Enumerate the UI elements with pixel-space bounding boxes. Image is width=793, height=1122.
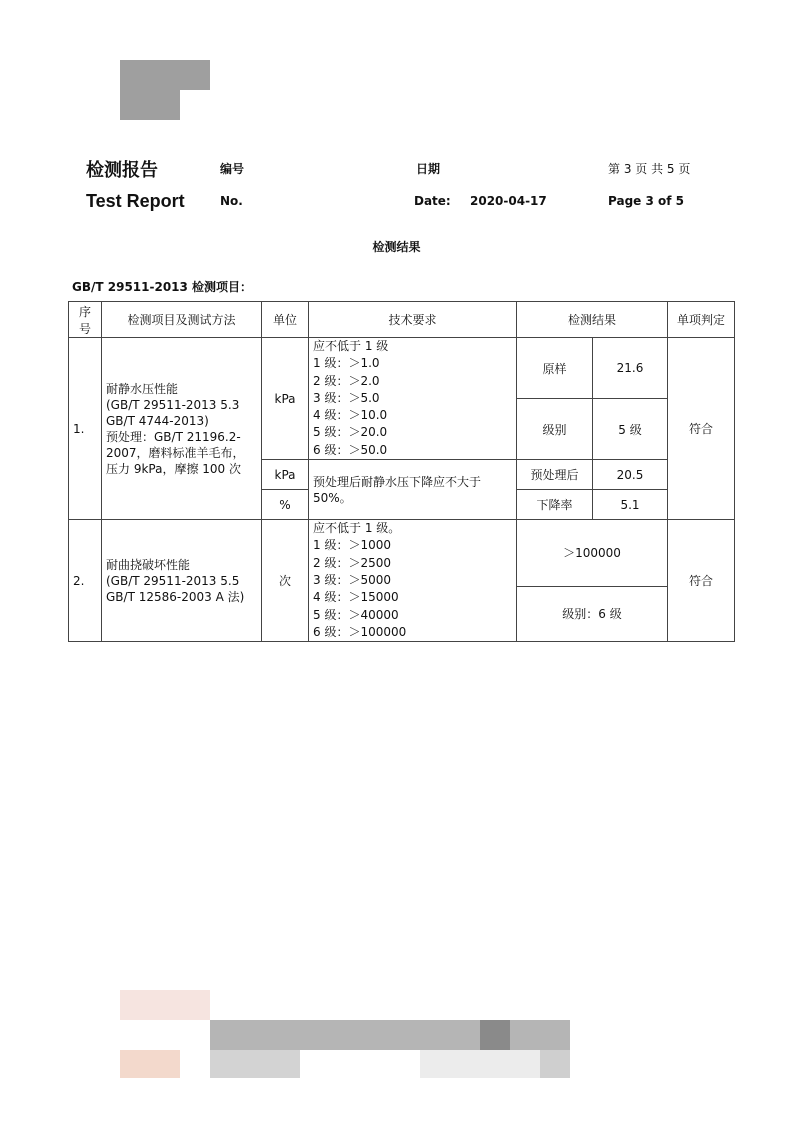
row1-judgement: 符合 [668,338,735,520]
row1-seq: 1. [69,338,102,520]
req-line: 1 级：＞1000 [313,538,391,553]
table-row [69,338,735,399]
row1-unit-pre: kPa [262,460,309,490]
header-seq-line: 序 [78,304,91,319]
row1-original-label: 原样 [517,338,593,399]
redacted-footer [480,1020,510,1050]
table-row [69,520,735,587]
req-line: 6 级：＞50.0 [313,442,388,457]
table-header-row [69,302,735,338]
header-result: 检测结果 [517,302,668,338]
item-line: 耐静水压性能 [106,381,179,396]
section-title: 检测结果 [372,240,421,254]
item-line: GB/T 4744-2013) [106,413,209,428]
req-line: 3 级：＞5.0 [313,390,380,405]
header-seq [69,302,102,338]
row1-pre-value: 20.5 [593,460,668,490]
header-judgement: 单项判定 [668,302,735,338]
header-unit: 单位 [262,302,309,338]
row2-seq: 2. [69,520,102,642]
req-line: 应不低于 1 级 [313,339,389,353]
req-line: 4 级：＞15000 [313,590,399,605]
item-line: GB/T 12586-2003 A 法) [106,589,245,604]
row1-requirement [309,338,517,460]
req-line: 1 级：＞1.0 [313,356,380,371]
page-indicator-cn: 第 3 页 共 5 页 [608,162,691,176]
row2-judgement: 符合 [668,520,735,642]
row2-item [102,520,262,642]
standard-title: GB/T 29511-2013 检测项目： [72,280,253,294]
req-line: 3 级：＞5000 [313,572,391,587]
item-line: (GB/T 29511-2013 5.3 [106,397,240,412]
header-item: 检测项目及测试方法 [102,302,262,338]
item-line: (GB/T 29511-2013 5.5 [106,573,240,588]
req-line: 2 级：＞2500 [313,555,391,570]
item-line: 2007，磨料标准羊毛布， [106,445,245,460]
date-value: 2020-04-17 [470,194,547,208]
redacted-footer [120,990,210,1020]
report-title-cn: 检测报告 [86,160,158,181]
req-line: 应不低于 1 级。 [313,521,401,536]
redacted-footer [120,1050,180,1078]
row2-result-grade: 级别：6 级 [517,586,668,642]
report-no-label-en: No. [220,194,243,208]
header-requirement: 技术要求 [309,302,517,338]
report-title-en: Test Report [86,191,185,211]
results-table [68,301,735,642]
row2-unit: 次 [262,520,309,642]
redacted-footer [210,1050,300,1078]
req-line: 5 级：＞20.0 [313,425,388,440]
row1-pre-label: 预处理后 [517,460,593,490]
row1-unit-pct: % [262,490,309,520]
item-line: 耐曲挠破坏性能 [106,557,191,572]
header-seq-line: 号 [78,321,91,336]
date-label-en: Date: [414,194,451,208]
req-line: 6 级：＞100000 [313,624,407,639]
row1-drop-label: 下降率 [517,490,593,520]
req-line: 2 级：＞2.0 [313,373,380,388]
row1-grade-value: 5 级 [593,399,668,460]
date-label-cn: 日期 [416,162,441,176]
report-no-label-cn: 编号 [220,162,245,176]
req-line: 4 级：＞10.0 [313,408,388,423]
item-line: 预处理：GB/T 21196.2- [106,429,241,444]
redacted-logo-part [180,90,210,120]
row1-item [102,338,262,520]
row1-grade-label: 级别 [517,399,593,460]
redacted-footer [540,1050,570,1078]
row1-drop-value: 5.1 [593,490,668,520]
row2-result-value: ＞100000 [517,520,668,587]
redacted-footer [210,1020,570,1050]
row1-original-value: 21.6 [593,338,668,399]
row1-unit-main: kPa [262,338,309,460]
item-line: 压力 9kPa，摩擦 100 次 [106,461,241,476]
req-line: 5 级：＞40000 [313,607,399,622]
page-indicator-en: Page 3 of 5 [608,194,684,208]
row1-req-pre: 预处理后耐静水压下降应不大于 50%。 [309,460,517,520]
row2-requirement [309,520,517,642]
